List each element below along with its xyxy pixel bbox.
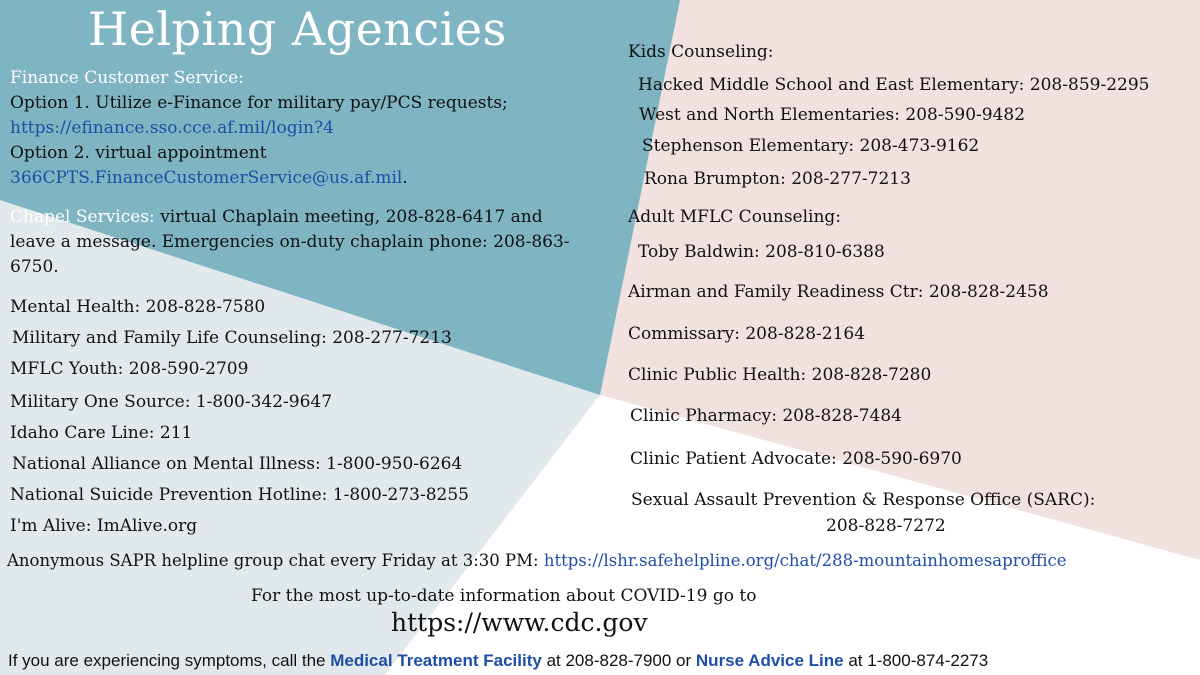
left-list-item-1: Military and Family Life Counseling: 208-277-7213: [12, 328, 452, 348]
right-list-item-4: Clinic Patient Advocate: 208-590-6970: [630, 449, 962, 469]
footer-part1: If you are experiencing symptoms, call the: [8, 651, 331, 670]
page-title: Helping Agencies: [88, 2, 507, 56]
chapel-line2: leave a message. Emergencies on-duty chaplain phone: 208-863-: [10, 232, 570, 252]
finance-option1: Option 1. Utilize e-Finance for military pay/PCS requests;: [10, 93, 508, 113]
nurse-advice-label: Nurse Advice Line: [695, 651, 844, 670]
sarc-line1: Sexual Assault Prevention & Response Office (SARC):: [631, 490, 1096, 510]
chapel-heading: Chapel Services:: [10, 207, 155, 227]
kids-item-0: Hacked Middle School and East Elementary: 208-859-2295: [638, 75, 1150, 95]
left-list-item-4: Idaho Care Line: 211: [10, 423, 193, 443]
right-list-item-2: Clinic Public Health: 208-828-7280: [628, 365, 932, 385]
left-list-item-7: I'm Alive: ImAlive.org: [10, 516, 198, 536]
chapel-section: [10, 205, 570, 280]
kids-item-1: West and North Elementaries: 208-590-9482: [639, 105, 1026, 125]
left-list-item-5: National Alliance on Mental Illness: 1-800-950-6264: [12, 454, 463, 474]
finance-email-period: .: [402, 168, 408, 188]
left-list-item-3: Military One Source: 1-800-342-9647: [10, 392, 333, 412]
right-list-item-3: Clinic Pharmacy: 208-828-7484: [630, 406, 902, 426]
sapr-line: [7, 551, 1067, 570]
chapel-line1: [10, 205, 570, 230]
finance-email-link[interactable]: 366CPTS.FinanceCustomerService@us.af.mil: [10, 168, 403, 188]
sapr-text: Anonymous SAPR helpline group chat every Friday at 3:30 PM:: [7, 551, 544, 570]
finance-heading: Finance Customer Service:: [10, 68, 244, 88]
cdc-link[interactable]: https://www.cdc.gov: [391, 608, 648, 637]
chapel-line1-text: virtual Chaplain meeting, 208-828-6417 and: [154, 207, 543, 227]
finance-section: [10, 66, 508, 191]
covid-line: For the most up-to-date information about COVID-19 go to: [251, 586, 757, 606]
left-list-item-0: Mental Health: 208-828-7580: [10, 297, 266, 317]
adult-heading: Adult MFLC Counseling:: [628, 207, 842, 227]
right-list-item-0: Airman and Family Readiness Ctr: 208-828-2458: [628, 282, 1049, 302]
left-list-item-2: MFLC Youth: 208-590-2709: [10, 359, 249, 379]
efinance-link[interactable]: https://efinance.sso.cce.af.mil/login?4: [10, 118, 334, 138]
chapel-line3: 6750.: [10, 257, 59, 277]
sarc-line2: 208-828-7272: [826, 516, 946, 536]
finance-option2: Option 2. virtual appointment: [10, 143, 267, 163]
finance-email-line: [10, 166, 508, 191]
kids-item-2: Stephenson Elementary: 208-473-9162: [642, 136, 980, 156]
mtf-label: Medical Treatment Facility: [330, 651, 542, 670]
footer-line: [8, 651, 988, 671]
kids-item-3: Rona Brumpton: 208-277-7213: [644, 169, 911, 189]
footer-part3: at 1-800-874-2273: [843, 651, 989, 670]
sapr-link[interactable]: https://lshr.safehelpline.org/chat/288-mountainhomesaproffice: [543, 551, 1067, 570]
right-list-item-1: Commissary: 208-828-2164: [628, 324, 866, 344]
adult-item: Toby Baldwin: 208-810-6388: [638, 242, 885, 262]
footer-part2: at 208-828-7900 or: [541, 651, 696, 670]
kids-heading: Kids Counseling:: [628, 42, 774, 62]
left-list-item-6: National Suicide Prevention Hotline: 1-800-273-8255: [10, 485, 469, 505]
